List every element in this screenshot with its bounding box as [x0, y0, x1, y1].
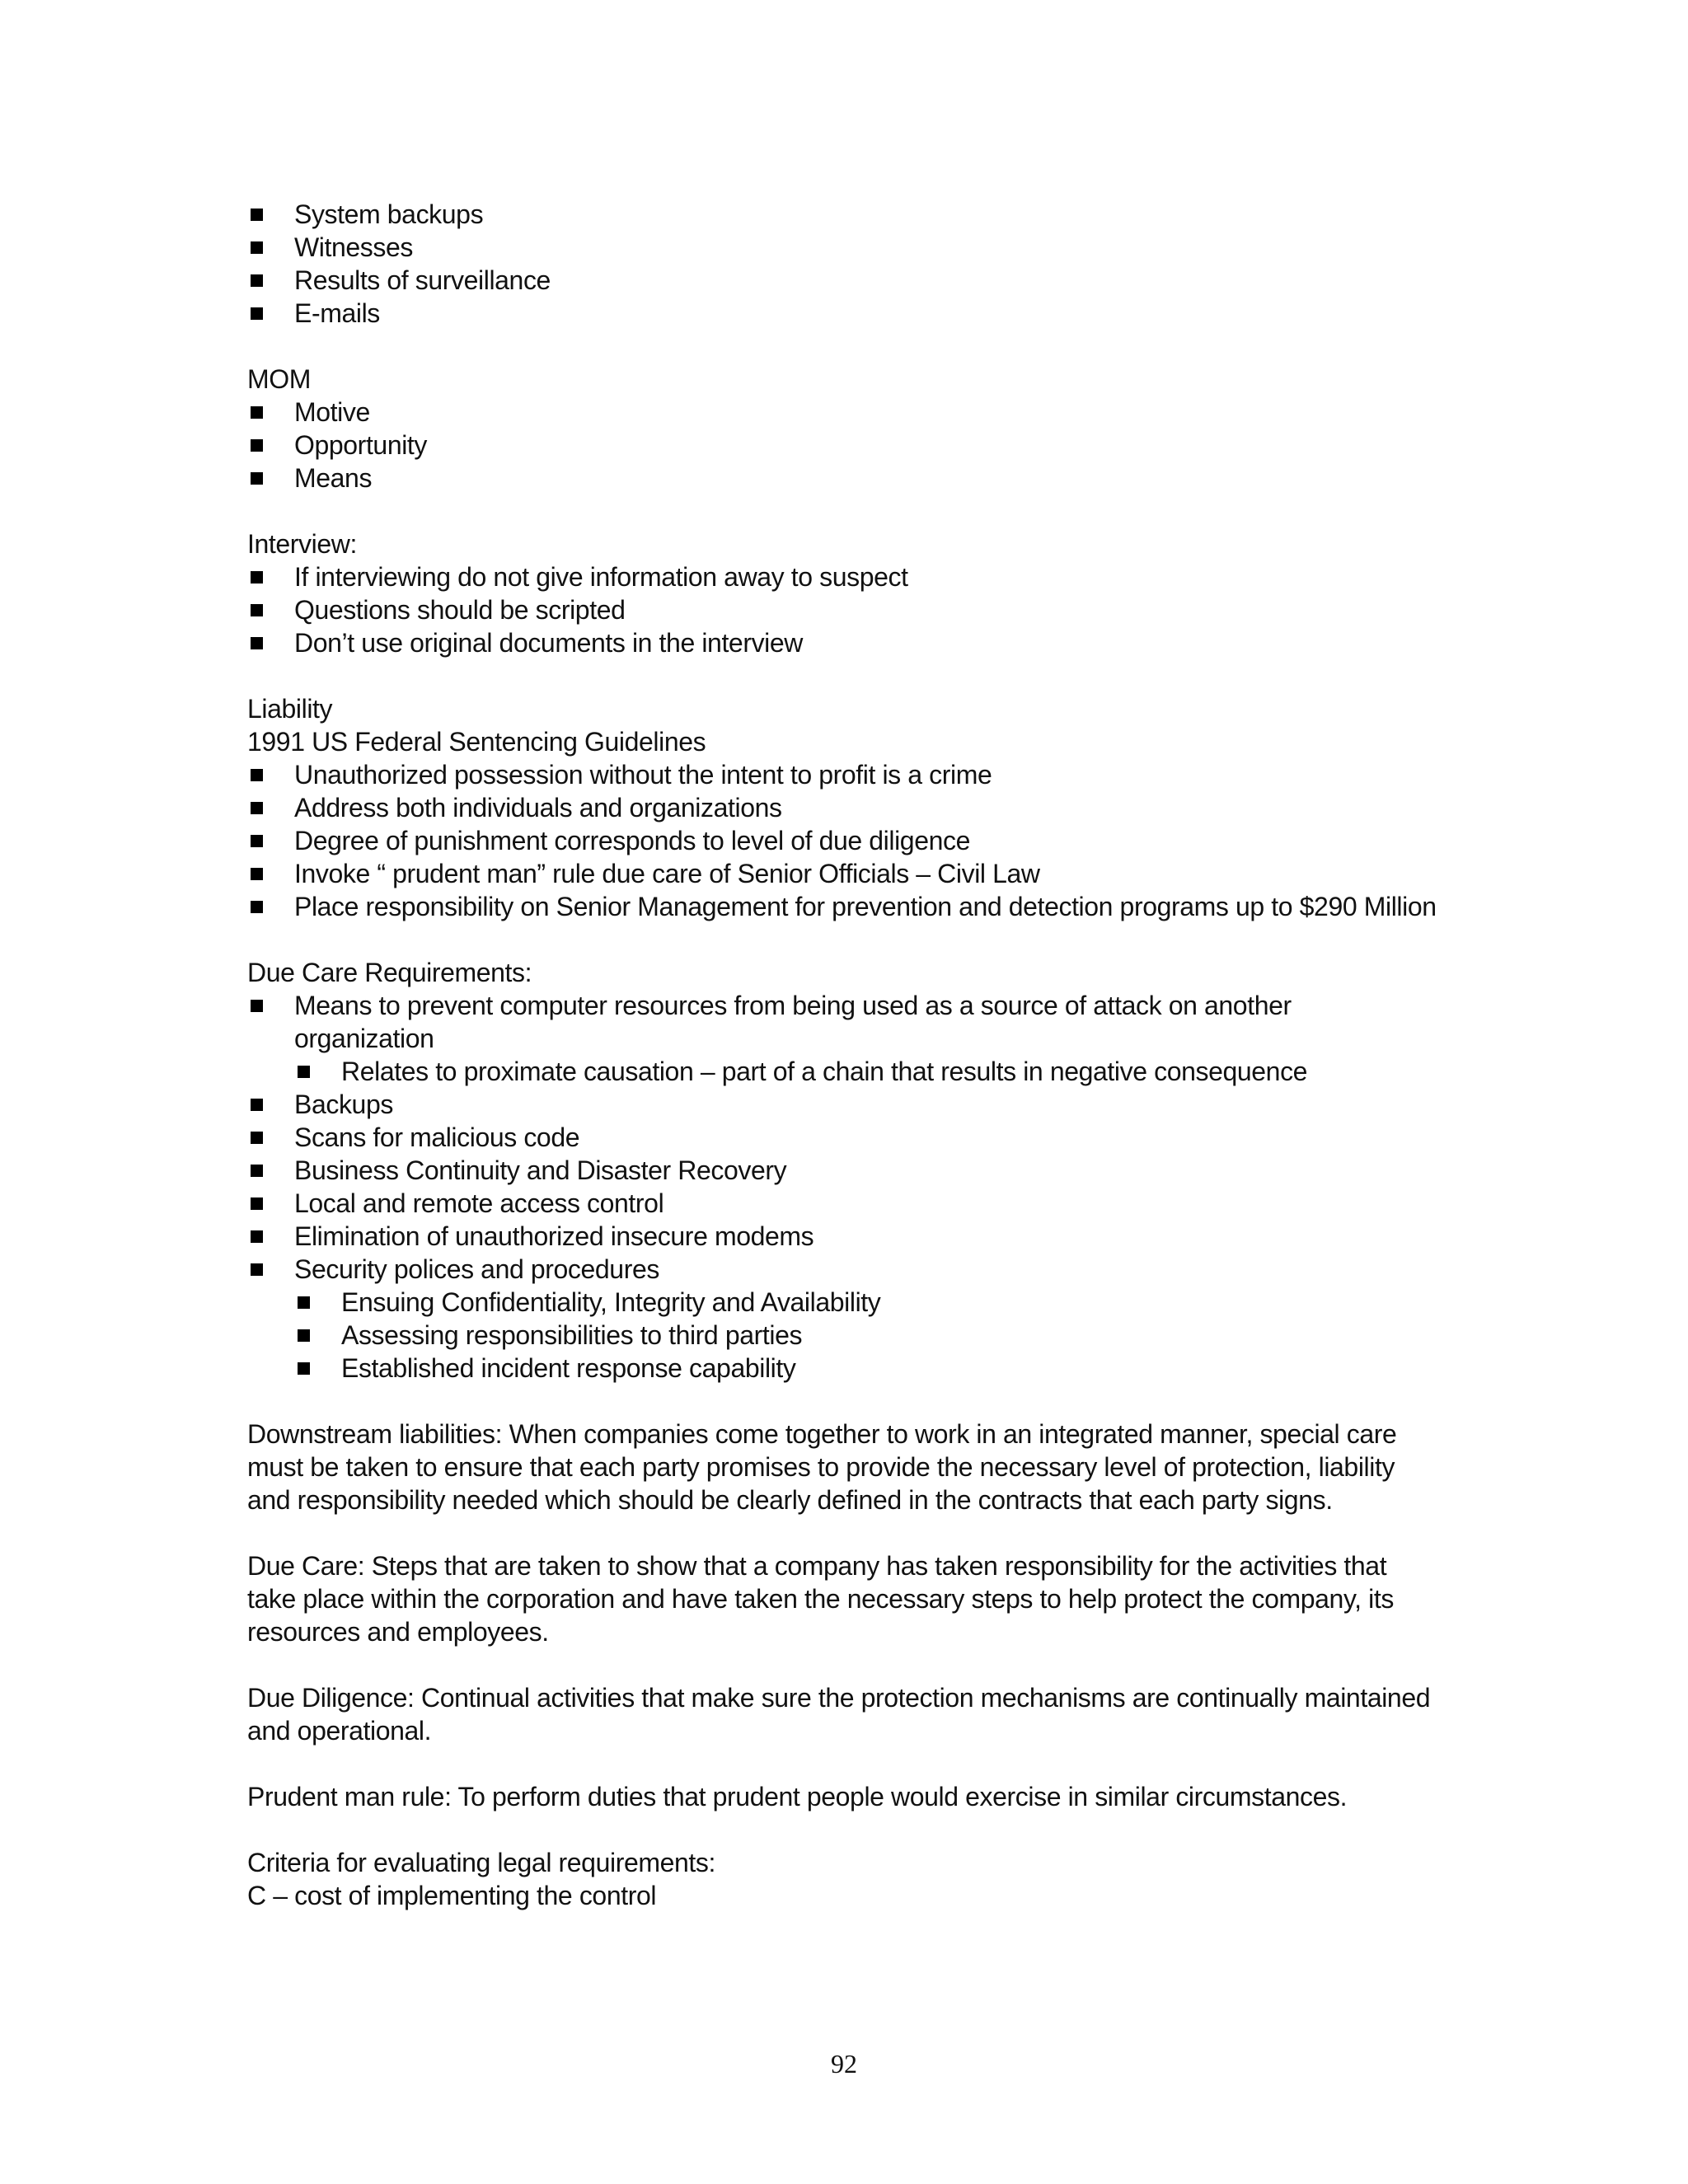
spacer	[247, 659, 1451, 692]
interview-section	[247, 527, 1451, 659]
criteria-line: C – cost of implementing the control	[247, 1881, 657, 1910]
spacer	[247, 923, 1451, 956]
mom-section	[247, 363, 1451, 494]
spacer	[247, 494, 1451, 527]
page-content	[247, 198, 1451, 1912]
liability-section	[247, 692, 1451, 923]
square-bullet-icon	[251, 439, 263, 452]
list-item: Elimination of unauthorized insecure modems	[247, 1220, 1451, 1253]
sub-list-item: Assessing responsibilities to third parties	[294, 1319, 1451, 1352]
square-bullet-icon	[251, 1000, 263, 1012]
interview-heading: Interview:	[247, 529, 357, 559]
square-bullet-icon	[298, 1329, 310, 1342]
square-bullet-icon	[251, 1165, 263, 1177]
square-bullet-icon	[251, 571, 263, 583]
square-bullet-icon	[298, 1066, 310, 1078]
list-item: Means	[247, 462, 1451, 494]
square-bullet-icon	[251, 1230, 263, 1243]
list-item: Local and remote access control	[247, 1187, 1451, 1220]
square-bullet-icon	[251, 835, 263, 847]
criteria-heading: Criteria for evaluating legal requirements:	[247, 1848, 715, 1877]
due-care-requirements-heading: Due Care Requirements:	[247, 958, 532, 987]
evidence-list	[247, 198, 1451, 330]
square-bullet-icon	[298, 1362, 310, 1375]
list-item: Means to prevent computer resources from being used as a source of attack on another organization	[247, 989, 1399, 1055]
square-bullet-icon	[251, 274, 263, 287]
liability-subheading: 1991 US Federal Sentencing Guidelines	[247, 727, 706, 757]
due-diligence-paragraph: Due Diligence: Continual activities that make sure the protection mechanisms are continually maintained and operational.	[247, 1683, 1431, 1746]
square-bullet-icon	[251, 1099, 263, 1111]
spacer	[247, 1747, 1451, 1780]
list-item: Don’t use original documents in the interview	[247, 626, 1451, 659]
downstream-liabilities-paragraph: Downstream liabilities: When companies come together to work in an integrated manner, special care must be taken to ensure that each party promises to provide the necessary level of protection, liability and responsibility needed which should be clearly defined in the contracts that each party signs.	[247, 1419, 1397, 1515]
list-item: Results of surveillance	[247, 264, 1451, 297]
prudent-man-paragraph: Prudent man rule: To perform duties that prudent people would exercise in similar circumstances.	[247, 1782, 1348, 1811]
square-bullet-icon	[251, 241, 263, 254]
list-item: Witnesses	[247, 231, 1451, 264]
list-item: E-mails	[247, 297, 1451, 330]
due-care-paragraph: Due Care: Steps that are taken to show that a company has taken responsibility for the activities that take place within the corporation and have taken the necessary steps to help protect the company, its resources and employees.	[247, 1551, 1394, 1647]
sub-list-item: Relates to proximate causation – part of a chain that results in negative consequence	[294, 1055, 1451, 1088]
list-item: Backups	[247, 1088, 1451, 1121]
square-bullet-icon	[251, 1197, 263, 1210]
due-care-requirements-section	[247, 956, 1451, 1385]
list-item: Business Continuity and Disaster Recovery	[247, 1154, 1451, 1187]
square-bullet-icon	[251, 472, 263, 485]
list-item: Address both individuals and organizations	[247, 791, 1451, 824]
list-item: Security polices and procedures	[247, 1253, 1451, 1286]
square-bullet-icon	[251, 802, 263, 814]
list-item: Opportunity	[247, 429, 1451, 462]
square-bullet-icon	[251, 769, 263, 781]
square-bullet-icon	[251, 604, 263, 616]
liability-heading: Liability	[247, 694, 333, 724]
spacer	[247, 1648, 1451, 1681]
list-item: Place responsibility on Senior Management for prevention and detection programs up to $290 Million	[247, 890, 1481, 923]
spacer	[247, 1385, 1451, 1418]
list-item: Unauthorized possession without the intent to profit is a crime	[247, 758, 1451, 791]
list-item: Motive	[247, 396, 1451, 429]
list-item: Questions should be scripted	[247, 593, 1451, 626]
spacer	[247, 330, 1451, 363]
square-bullet-icon	[251, 307, 263, 320]
list-item: Degree of punishment corresponds to level of due diligence	[247, 824, 1451, 857]
square-bullet-icon	[298, 1296, 310, 1309]
square-bullet-icon	[251, 209, 263, 221]
spacer	[247, 1813, 1451, 1846]
page-number: 92	[831, 2049, 857, 2079]
square-bullet-icon	[251, 868, 263, 880]
square-bullet-icon	[251, 1132, 263, 1144]
list-item: Scans for malicious code	[247, 1121, 1451, 1154]
sub-list-item: Ensuing Confidentiality, Integrity and Availability	[294, 1286, 1451, 1319]
list-item: System backups	[247, 198, 1451, 231]
square-bullet-icon	[251, 901, 263, 913]
criteria-section	[247, 1846, 1451, 1912]
square-bullet-icon	[251, 637, 263, 649]
square-bullet-icon	[251, 406, 263, 419]
spacer	[247, 1516, 1451, 1549]
list-item: If interviewing do not give information away to suspect	[247, 560, 1451, 593]
square-bullet-icon	[251, 1263, 263, 1276]
sub-list-item: Established incident response capability	[294, 1352, 1451, 1385]
list-item: Invoke “ prudent man” rule due care of Senior Officials – Civil Law	[247, 857, 1451, 890]
mom-heading: MOM	[247, 364, 312, 394]
